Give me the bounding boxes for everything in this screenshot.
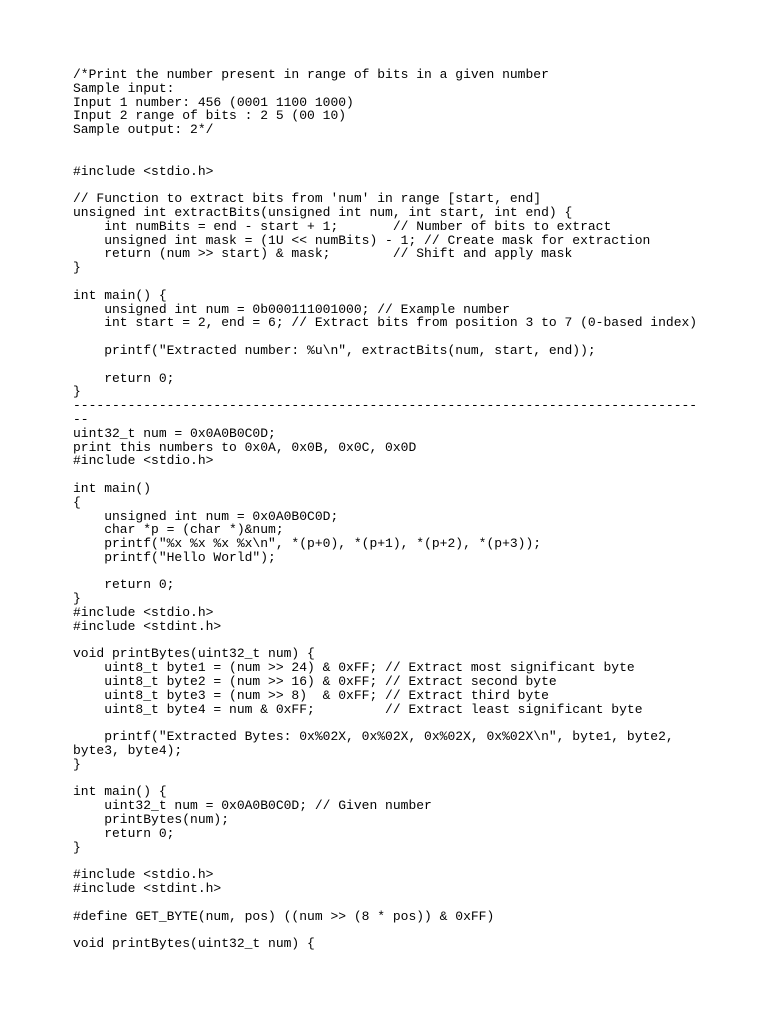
code-line [73, 854, 703, 868]
code-line [73, 468, 703, 482]
code-line: uint32_t num = 0x0A0B0C0D; [73, 425, 276, 441]
code-line: } [73, 260, 81, 276]
code-line: uint8_t byte4 = num & 0xFF; // Extract least significant byte [73, 701, 643, 717]
code-line: #include <stdio.h> [73, 605, 214, 621]
code-line: int main() { [73, 784, 167, 800]
code-line: unsigned int extractBits(unsigned int num, int start, int end) { [73, 204, 573, 220]
code-line [73, 565, 703, 579]
code-document [73, 68, 703, 951]
code-line: printf("Extracted Bytes: 0x%02X, 0x%02X, 0x%02X, 0x%02X\n", byte1, byte2, [73, 729, 674, 745]
code-line: byte3, byte4); [73, 743, 183, 759]
code-line: int numBits = end - start + 1; // Number of bits to extract [73, 218, 612, 234]
code-line: return 0; [73, 370, 175, 386]
code-line [73, 634, 703, 648]
code-line: #include <stdio.h> [73, 453, 214, 469]
code-line: Input 1 number: 456 (0001 1100 1000) [73, 94, 354, 110]
code-line [73, 772, 703, 786]
code-line: Sample output: 2*/ [73, 122, 214, 138]
code-line: Sample input: [73, 80, 175, 96]
code-line: uint8_t byte2 = (num >> 16) & 0xFF; // Extract second byte [73, 674, 557, 690]
code-line: #define GET_BYTE(num, pos) ((num >> (8 * pos)) & 0xFF) [73, 908, 495, 924]
code-line: printBytes(num); [73, 812, 230, 828]
code-line: int start = 2, end = 6; // Extract bits from position 3 to 7 (0-based index) [73, 315, 698, 331]
code-line: int main() [73, 480, 152, 496]
code-line: uint8_t byte3 = (num >> 8) & 0xFF; // Extract third byte [73, 687, 549, 703]
code-line: -------------------------------------------------------------------------------- [73, 398, 698, 414]
code-line: printf("Extracted number: %u\n", extractBits(num, start, end)); [73, 342, 596, 358]
code-line: Input 2 range of bits : 2 5 (00 10) [73, 108, 347, 124]
code-line [73, 716, 703, 730]
code-line: int main() { [73, 287, 167, 303]
code-line: #include <stdio.h> [73, 163, 214, 179]
code-line: void printBytes(uint32_t num) { [73, 646, 315, 662]
code-line: { [73, 494, 81, 510]
code-line: #include <stdio.h> [73, 867, 214, 883]
code-line [73, 275, 703, 289]
code-line: print this numbers to 0x0A, 0x0B, 0x0C, 0x0D [73, 439, 417, 455]
code-line: #include <stdint.h> [73, 881, 222, 897]
code-line: } [73, 756, 81, 772]
code-line: // Function to extract bits from 'num' in range [start, end] [73, 191, 542, 207]
code-line: } [73, 384, 81, 400]
code-line [73, 151, 703, 165]
code-line: uint8_t byte1 = (num >> 24) & 0xFF; // Extract most significant byte [73, 660, 635, 676]
code-line [73, 896, 703, 910]
code-line: char *p = (char *)&num; [73, 522, 284, 538]
code-line: return (num >> start) & mask; // Shift and apply mask [73, 246, 573, 262]
code-line: unsigned int mask = (1U << numBits) - 1; // Create mask for extraction [73, 232, 651, 248]
code-line [73, 178, 703, 192]
code-line: } [73, 591, 81, 607]
code-line [73, 330, 703, 344]
code-line: uint32_t num = 0x0A0B0C0D; // Given number [73, 798, 432, 814]
code-line: #include <stdint.h> [73, 618, 222, 634]
code-line: } [73, 839, 81, 855]
code-line [73, 358, 703, 372]
code-line: return 0; [73, 577, 175, 593]
code-line: /*Print the number present in range of bits in a given number [73, 67, 549, 82]
code-line: unsigned int num = 0x0A0B0C0D; [73, 508, 339, 524]
code-line: void printBytes(uint32_t num) { [73, 936, 315, 952]
code-line: printf("%x %x %x %x\n", *(p+0), *(p+1), *(p+2), *(p+3)); [73, 536, 542, 552]
code-line: return 0; [73, 825, 175, 841]
code-line: -- [73, 411, 89, 427]
code-line: printf("Hello World"); [73, 549, 276, 565]
code-line [73, 137, 703, 151]
code-line [73, 923, 703, 937]
code-line: unsigned int num = 0b000111001000; // Example number [73, 301, 510, 317]
